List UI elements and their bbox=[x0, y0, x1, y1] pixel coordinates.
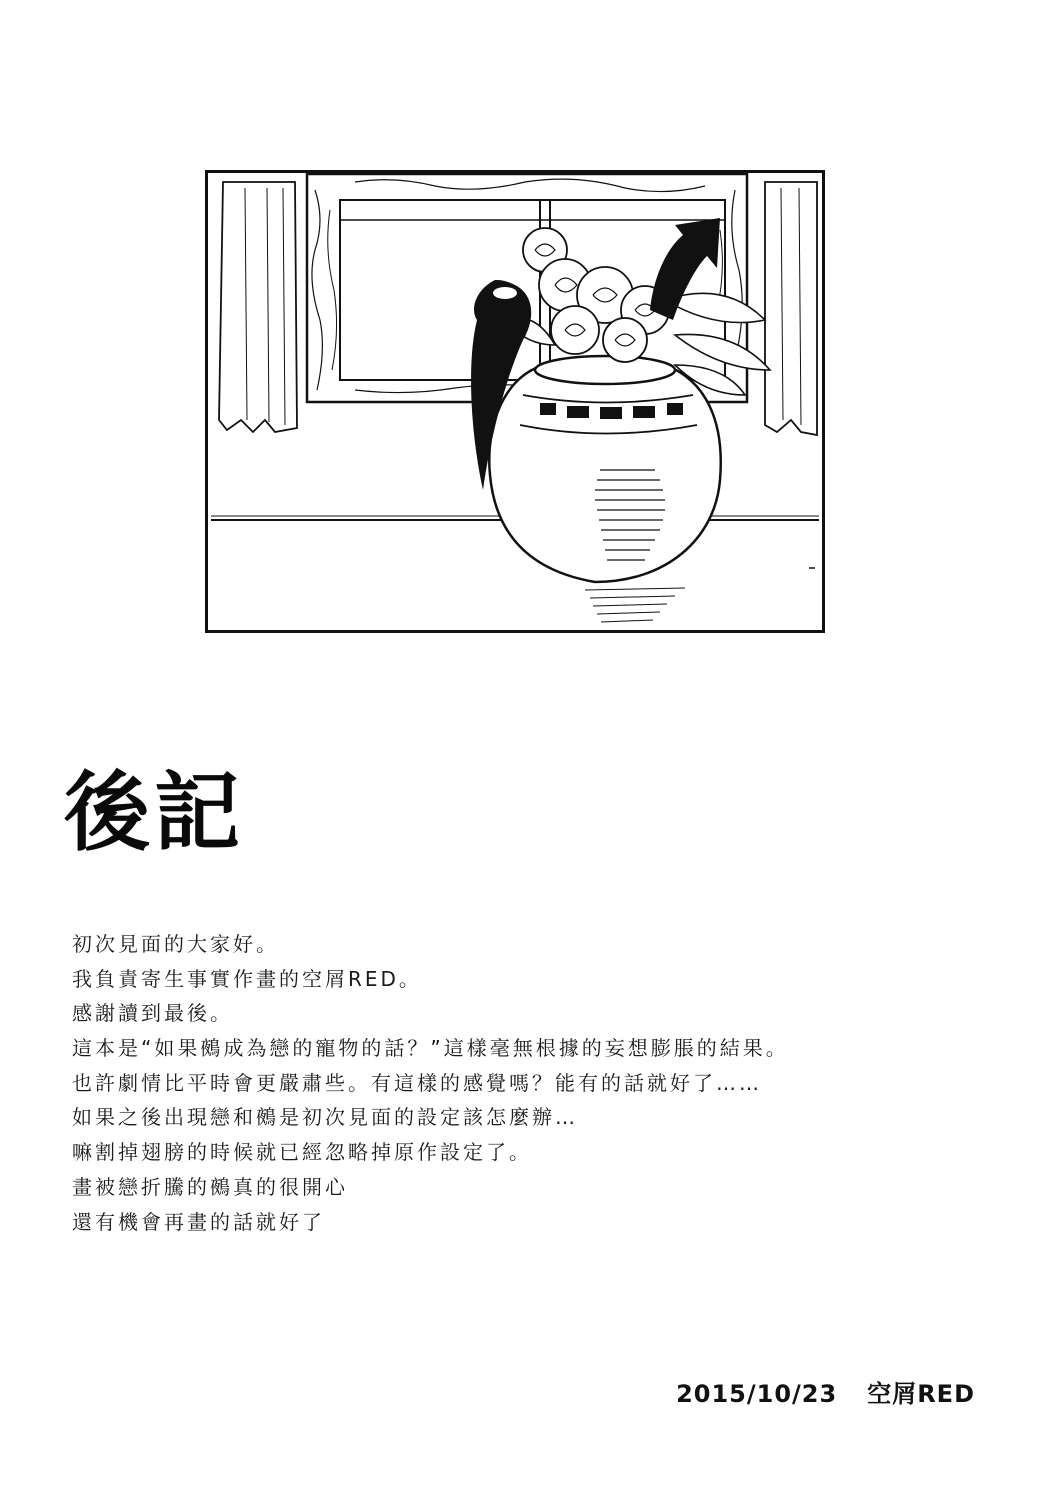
afterword-heading: 後記 bbox=[64, 763, 244, 863]
afterword-line: 感謝讀到最後。 bbox=[72, 1001, 233, 1026]
afterword-text bbox=[72, 927, 972, 1239]
signature bbox=[676, 1374, 975, 1409]
afterword-line: 還有機會再畫的話就好了 bbox=[72, 1209, 325, 1234]
afterword-line: 初次見面的大家好。 bbox=[72, 932, 279, 956]
window-flower-vase-illustration bbox=[205, 170, 825, 633]
signature-author: 空屑RED bbox=[867, 1380, 975, 1408]
afterword-line: 我負責寄生事實作畫的空屑RED。 bbox=[72, 966, 422, 991]
afterword-line: 如果之後出現戀和鵺是初次見面的設定該怎麼辦… bbox=[72, 1105, 578, 1130]
afterword-line: 這本是“如果鵺成為戀的寵物的話？”這樣毫無根據的妄想膨脹的結果。 bbox=[72, 1036, 789, 1061]
afterword-line: 畫被戀折騰的鵺真的很開心 bbox=[72, 1174, 348, 1199]
afterword-line: 嘛割掉翅膀的時候就已經忽略掉原作設定了。 bbox=[72, 1140, 532, 1165]
signature-date: 2015/10/23 bbox=[676, 1380, 838, 1408]
afterword-line: 也許劇情比平時會更嚴肅些。有這樣的感覺嗎？能有的話就好了…… bbox=[72, 1070, 762, 1095]
illustration-panel bbox=[205, 170, 825, 633]
